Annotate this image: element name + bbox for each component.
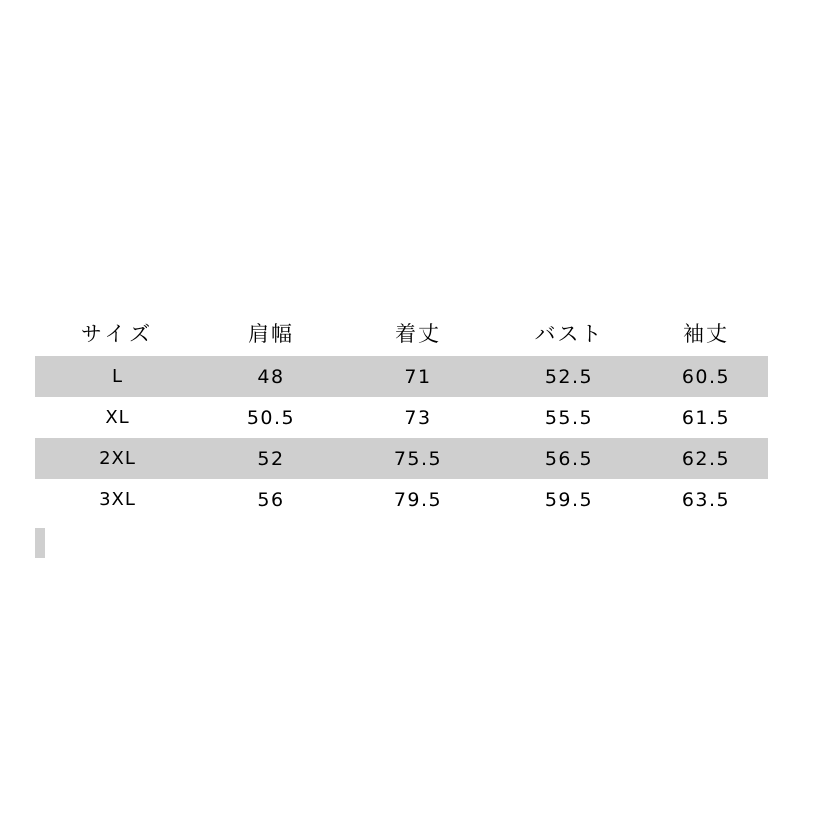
table-body xyxy=(35,356,768,520)
table-row xyxy=(35,397,768,438)
size-chart xyxy=(35,310,768,520)
column-header-shoulder: 肩幅 xyxy=(248,322,294,346)
table-row xyxy=(35,356,768,397)
column-header-sleeve: 袖丈 xyxy=(683,322,729,346)
table-header xyxy=(35,310,768,356)
cell-sleeve: 61.5 xyxy=(644,397,768,438)
column-header-length: 着丈 xyxy=(395,322,441,346)
cell-size: 3XL xyxy=(35,479,200,520)
cell-bust: 52.5 xyxy=(494,356,644,397)
scroll-indicator xyxy=(35,528,45,558)
cell-sleeve: 63.5 xyxy=(644,479,768,520)
cell-length: 73 xyxy=(342,397,494,438)
cell-shoulder: 52 xyxy=(200,438,342,479)
cell-sleeve: 60.5 xyxy=(644,356,768,397)
cell-sleeve: 62.5 xyxy=(644,438,768,479)
cell-length: 79.5 xyxy=(342,479,494,520)
cell-size: 2XL xyxy=(35,438,200,479)
cell-shoulder: 56 xyxy=(200,479,342,520)
cell-length: 75.5 xyxy=(342,438,494,479)
cell-bust: 55.5 xyxy=(494,397,644,438)
cell-shoulder: 48 xyxy=(200,356,342,397)
cell-shoulder: 50.5 xyxy=(200,397,342,438)
cell-bust: 56.5 xyxy=(494,438,644,479)
cell-length: 71 xyxy=(342,356,494,397)
column-header-bust: バスト xyxy=(534,322,604,346)
table-row xyxy=(35,479,768,520)
table-header-row xyxy=(35,310,768,356)
cell-bust: 59.5 xyxy=(494,479,644,520)
size-table xyxy=(35,310,768,520)
table-row xyxy=(35,438,768,479)
column-header-size: サイズ xyxy=(80,322,155,346)
cell-size: XL xyxy=(35,397,200,438)
cell-size: L xyxy=(35,356,200,397)
